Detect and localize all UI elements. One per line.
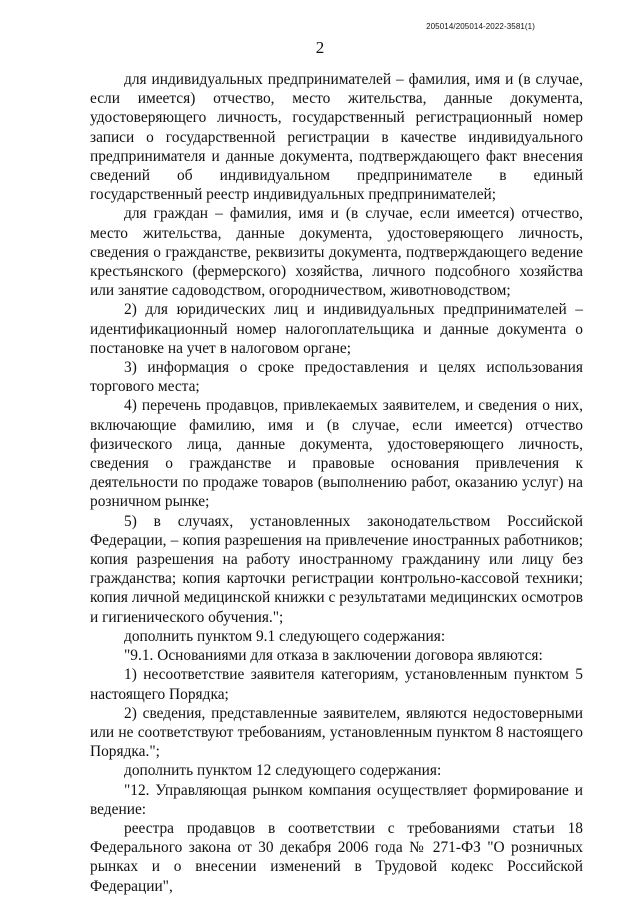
paragraph-9-1-item-1: 1) несоответствие заявителя категориям, установленным пунктом 5 настоящего Порядка; <box>90 666 583 703</box>
paragraph-9-1-item-2: 2) сведения, представленные заявителем, являются недостоверными или не соответствуют требованиям, установленным пунктом 8 настоящего Порядка."; <box>90 704 583 761</box>
paragraph-citizens: для граждан – фамилия, имя и (в случае, если имеется) отчество, место жительства, данные документа, удостоверяющего личность, сведения о гражданстве, реквизиты документа, подтверждающего ведение крестьянского (фермерского) хозяйства, личного подсобного хозяйства или занятие садоводством, огородничеством, животноводством; <box>90 205 583 300</box>
paragraph-item-3: 3) информация о сроке предоставления и целях использования торгового места; <box>90 359 583 396</box>
paragraph-individual-entrepreneurs: для индивидуальных предпринимателей – фамилия, имя и (в случае, если имеется) отчество, место жительства, данные документа, удостоверяющего личность, государственный регистрационный номер записи о государственной регистрации в качестве индивидуального предпринимателя и данные документа, подтверждающего факт внесения сведений об индивидуальном предпринимателе в единый государственный реестр индивидуальных предпринимателей; <box>90 71 583 204</box>
document-id: 205014/205014-2022-3581(1) <box>426 22 535 31</box>
paragraph-item-2: 2) для юридических лиц и индивидуальных предпринимателей – идентификационный номер налогоплательщика и данные документа о постановке на учет в налоговом органе; <box>90 301 583 357</box>
paragraph-9-1: "9.1. Основаниями для отказа в заключении договора являются: <box>124 647 543 665</box>
paragraph-item-5: 5) в случаях, установленных законодательством Российской Федерации, – копия разрешения на привлечение иностранных работников; копия разрешения на работу иностранному гражданину или лицу без гражданства; копия карточки регистрации контрольно-кассовой техники; копия личной медицинской книжки с результатами медицинских осмотров и гигиенического обучения."; <box>90 512 583 626</box>
paragraph-item-4: 4) перечень продавцов, привлекаемых заявителем, и сведения о них, включающие фамилию, имя и (в случае, если имеется) отчество физического лица, данные документа, удостоверяющего личность, сведения о гражданстве и правовые основания привлечения к деятельности по продаже товаров (выполнению работ, оказанию услуг) на розничном рынке; <box>90 397 583 511</box>
paragraph-add-9-1: дополнить пунктом 9.1 следующего содержания: <box>124 627 446 645</box>
document-body <box>90 70 583 896</box>
paragraph-12: "12. Управляющая рынком компания осуществляет формирование и ведение: <box>90 781 583 818</box>
paragraph-sellers-registry: реестра продавцов в соответствии с требованиями статьи 18 Федерального закона от 30 декабря 2006 года № 271-ФЗ "О розничных рынках и о внесении изменений в Трудовой кодекс Российской Федерации", <box>90 819 583 895</box>
page-number: 2 <box>315 38 325 57</box>
paragraph-add-12: дополнить пунктом 12 следующего содержания: <box>124 762 442 780</box>
